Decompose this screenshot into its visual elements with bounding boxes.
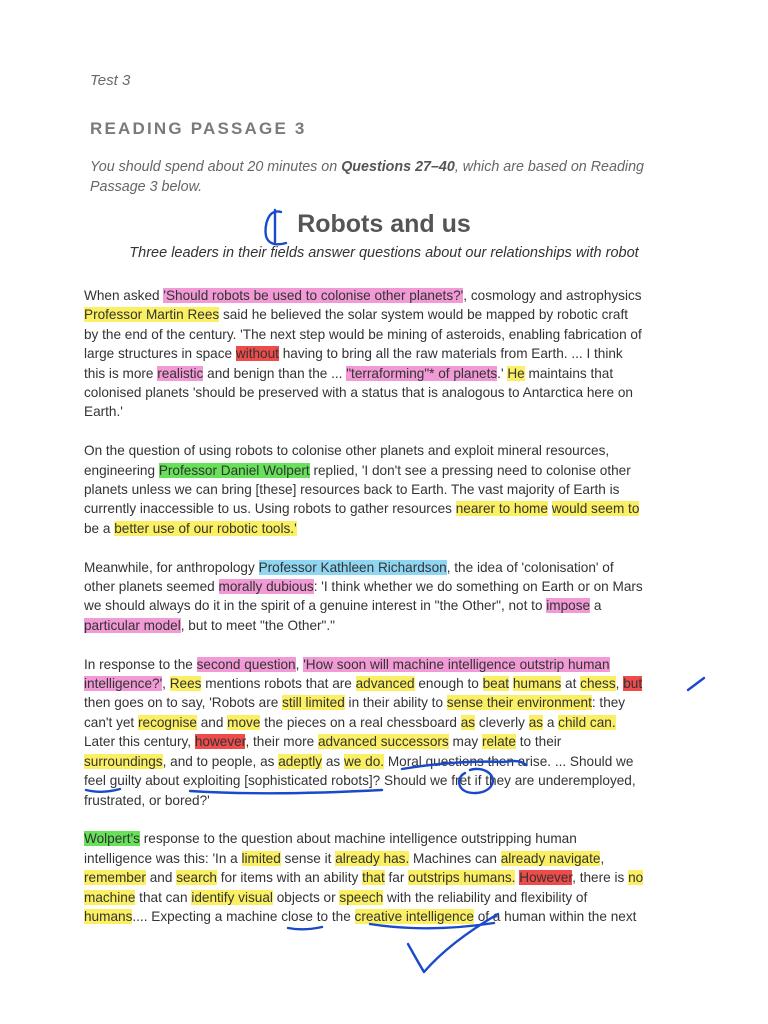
instructions-pre: You should spend about 20 minutes on: [90, 159, 342, 175]
text-line: [84, 286, 694, 305]
highlight-yellow: we do.: [344, 753, 385, 769]
text-segment: Earth.': [84, 404, 123, 420]
highlight-pink: 'Should robots be used to colonise other planets?': [163, 288, 464, 303]
article-subtitle: Three leaders in their fields answer questions about our relationships with robot: [129, 245, 639, 261]
highlight-pink: particular model: [84, 617, 181, 633]
text-segment: engineering: [84, 462, 159, 478]
paragraph: [84, 558, 694, 636]
highlight-yellow: relate: [481, 734, 516, 750]
text-segment: On the question of using robots to colonise other planets and exploit mineral resources,: [84, 443, 610, 459]
highlight-pink: morally dubious: [218, 579, 314, 595]
text-segment: a: [543, 714, 559, 730]
text-line: [84, 907, 694, 926]
highlight-yellow: already navigate: [500, 850, 601, 866]
text-line: [84, 402, 694, 421]
text-segment: maintains that: [524, 365, 614, 381]
text-segment: at: [561, 676, 581, 692]
highlight-green: Wolpert's: [84, 831, 140, 847]
text-line: [84, 383, 694, 402]
text-line: [84, 791, 694, 810]
text-line: [84, 771, 694, 790]
text-segment: , cosmology and astrophysics: [463, 288, 642, 303]
highlight-yellow: search: [176, 870, 217, 886]
text-segment: far: [384, 870, 409, 886]
highlight-yellow: Rees: [169, 676, 202, 692]
text-segment: the pieces on a real chessboard: [260, 714, 461, 730]
text-line: [84, 480, 694, 499]
text-line: [84, 616, 694, 635]
highlight-yellow: identify visual: [191, 889, 273, 905]
text-segment: .': [497, 365, 508, 381]
text-segment: in their ability to: [344, 695, 447, 711]
text-segment: In response to the: [84, 656, 197, 672]
text-segment: When asked: [84, 288, 164, 303]
text-segment: ,: [162, 676, 170, 692]
highlight-yellow: humans: [512, 676, 562, 692]
text-segment: cleverly: [475, 714, 529, 730]
test-label: Test 3: [90, 72, 131, 89]
text-segment: ,: [295, 656, 304, 672]
text-segment: a: [590, 598, 602, 614]
text-segment: mentions robots that are: [201, 676, 356, 692]
highlight-yellow: already has.: [335, 850, 410, 866]
highlight-yellow: move: [227, 714, 261, 730]
text-segment: , but to meet "the Other".": [180, 617, 335, 633]
text-segment: that can: [135, 889, 192, 905]
article-body: [84, 286, 694, 946]
highlight-yellow: humans: [84, 908, 133, 924]
highlight-pink: 'How soon will machine intelligence outstrip human: [303, 656, 610, 672]
instructions-post: , which are based on Reading Passage 3 below.: [90, 159, 644, 195]
highlight-red: however: [194, 734, 246, 750]
highlight-yellow: beat: [482, 676, 510, 692]
text-line: [84, 596, 694, 615]
text-line: [84, 499, 694, 518]
highlight-red: However: [519, 870, 573, 886]
paragraph: [84, 286, 694, 422]
text-segment: : they: [591, 695, 626, 711]
highlight-yellow: child can.: [558, 714, 616, 730]
highlight-red: without: [235, 346, 279, 362]
instructions-questions: Questions 27–40: [341, 159, 455, 175]
text-segment: said he believed the solar system would be mapped by robotic craft: [219, 307, 629, 323]
highlight-yellow: advanced successors: [318, 734, 449, 750]
highlight-pink: realistic: [157, 365, 204, 381]
text-segment: Meanwhile, for anthropology: [84, 559, 259, 575]
text-line: [84, 441, 694, 460]
paragraph: [84, 829, 694, 926]
text-segment: frustrated, or bored?': [84, 792, 210, 808]
text-line: [84, 713, 694, 732]
text-segment: : 'I think whether we do something on Earth or on Mars: [313, 579, 643, 595]
highlight-blue: Professor Kathleen Richardson: [258, 559, 447, 575]
text-line: [84, 888, 694, 907]
text-line: [84, 674, 694, 693]
paragraph: [84, 441, 694, 538]
text-segment: , their more: [245, 734, 318, 750]
text-segment: may: [448, 734, 482, 750]
text-segment: can't yet: [84, 714, 138, 730]
text-line: [84, 558, 694, 577]
text-line: [84, 325, 694, 344]
highlight-yellow: adeptly: [278, 753, 323, 769]
highlight-pink: second question: [196, 656, 296, 672]
highlight-pink: impose: [546, 598, 591, 614]
text-segment: with the reliability and flexibility of: [383, 889, 588, 905]
highlight-yellow: speech: [339, 889, 384, 905]
highlight-yellow: no: [628, 870, 644, 886]
text-segment: we should always do it in the spirit of a genuine interest in "the Other", not to: [84, 598, 547, 614]
text-segment: having to bring all the raw materials from Earth. ... I think: [278, 346, 623, 362]
text-segment: Machines can: [409, 850, 501, 866]
highlight-yellow: as: [460, 714, 476, 730]
highlight-red: but: [623, 676, 643, 692]
text-segment: sense it: [280, 850, 336, 866]
text-segment: .... Expecting a machine close to the: [132, 908, 355, 924]
text-segment: other planets seemed: [84, 579, 219, 595]
highlight-yellow: nearer to home: [455, 501, 548, 517]
highlight-yellow: better use of our robotic tools.': [114, 520, 297, 536]
text-segment: currently inaccessible to us. Using robots to gather resources: [84, 501, 456, 517]
highlight-pink: "terraforming"* of planets: [346, 365, 498, 381]
text-line: [84, 849, 694, 868]
highlight-yellow: machine: [84, 889, 136, 905]
text-segment: response to the question about machine intelligence outstripping human: [139, 831, 577, 847]
text-segment: , and to people, as: [162, 753, 279, 769]
text-line: [84, 305, 694, 324]
text-line: [84, 829, 694, 848]
highlight-yellow: would seem to: [551, 501, 640, 517]
text-segment: by the end of the century. 'The next step would be mining of asteroids, enabling fabrication of: [84, 326, 642, 342]
text-segment: this is more: [84, 365, 158, 381]
highlight-yellow: outstrips humans.: [408, 870, 516, 886]
text-segment: ,: [600, 850, 605, 866]
text-line: [84, 732, 694, 751]
text-segment: planets unless we can bring [these] resources back to Earth. The vast majority of Earth is: [84, 482, 620, 498]
text-line: [84, 344, 694, 363]
text-segment: colonised planets 'should be preserved with a status that is analogous to Antarctica here on: [84, 385, 633, 401]
highlight-yellow: Professor Martin Rees: [84, 307, 220, 323]
highlight-yellow: creative intelligence: [354, 908, 474, 924]
highlight-yellow: that: [362, 870, 385, 886]
paragraph: [84, 655, 694, 810]
highlight-yellow: still limited: [282, 695, 345, 711]
highlight-yellow: chess: [580, 676, 616, 692]
text-segment: feel guilty about exploiting [sophisticated robots]? Should we fret if they are underemployed,: [84, 773, 636, 789]
text-segment: Later this century,: [84, 734, 195, 750]
highlight-pink: intelligence?': [84, 676, 163, 692]
text-line: [84, 519, 694, 538]
text-segment: , the idea of 'colonisation' of: [446, 559, 614, 575]
highlight-yellow: surroundings: [84, 753, 163, 769]
text-segment: and benign than the ...: [203, 365, 347, 381]
text-segment: of a human within the next: [473, 908, 637, 924]
text-segment: and: [145, 870, 177, 886]
text-segment: Moral questions then arise. ... Should we: [384, 753, 634, 769]
text-segment: then goes on to say, 'Robots are: [84, 695, 283, 711]
highlight-yellow: sense their environment: [446, 695, 592, 711]
text-segment: for items with an ability: [217, 870, 363, 886]
highlight-yellow: as: [528, 714, 544, 730]
text-line: [84, 693, 694, 712]
highlight-yellow: recognise: [137, 714, 197, 730]
text-line: [84, 364, 694, 383]
text-segment: as: [322, 753, 344, 769]
highlight-yellow: He: [507, 365, 525, 381]
passage-heading: READING PASSAGE 3: [90, 119, 307, 138]
text-segment: and: [196, 714, 228, 730]
article-title: Robots and us: [297, 210, 471, 238]
text-segment: intelligence was this: 'In a: [84, 850, 242, 866]
text-segment: , there is: [572, 870, 629, 886]
text-segment: large structures in space: [84, 346, 236, 362]
text-line: [84, 868, 694, 887]
highlight-yellow: limited: [241, 850, 281, 866]
highlight-green: Professor Daniel Wolpert: [158, 462, 310, 478]
text-segment: to their: [515, 734, 562, 750]
highlight-yellow: advanced: [355, 676, 415, 692]
text-segment: objects or: [272, 889, 340, 905]
text-segment: replied, 'I don't see a pressing need to colonise other: [309, 462, 631, 478]
text-segment: be a: [84, 520, 115, 536]
text-segment: ,: [615, 676, 624, 692]
text-line: [84, 461, 694, 480]
text-line: [84, 752, 694, 771]
text-line: [84, 655, 694, 674]
highlight-yellow: remember: [84, 870, 146, 886]
text-segment: enough to: [414, 676, 483, 692]
instructions: [90, 157, 690, 197]
text-line: [84, 577, 694, 596]
